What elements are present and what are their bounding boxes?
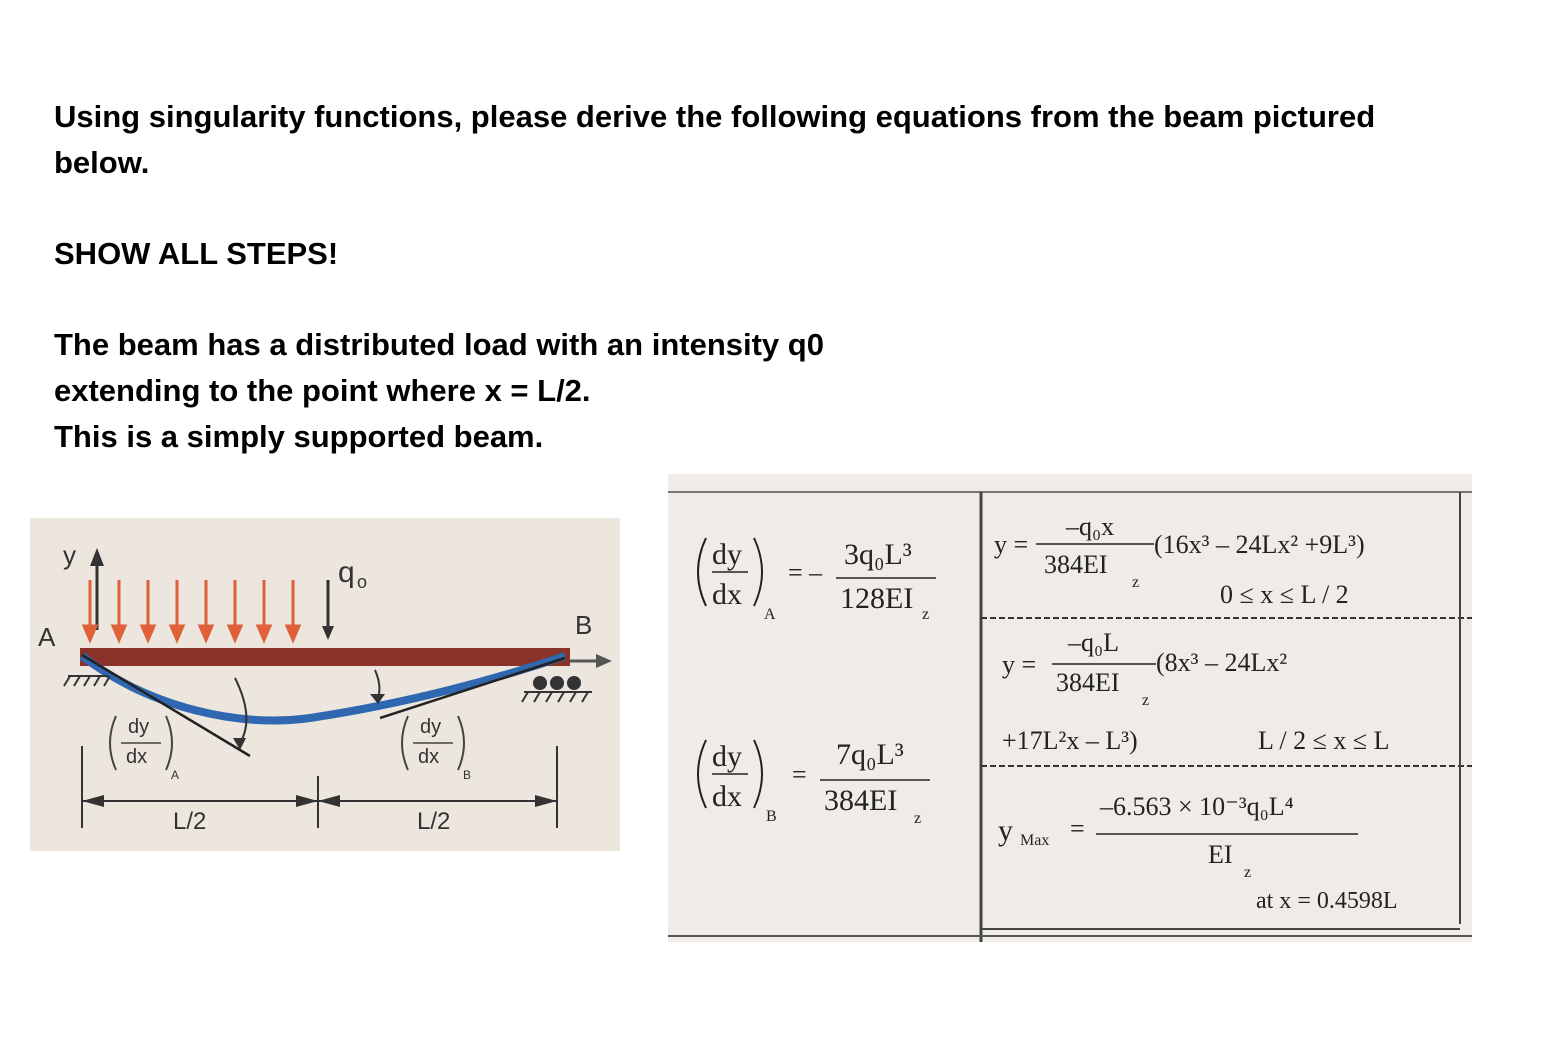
max-den-sub: z (1244, 864, 1252, 881)
beam-member (80, 648, 570, 666)
slope-b-rhs-num: 7q₀L³ (836, 738, 904, 771)
beam-description-line: The beam has a distributed load with an intensity q0 (54, 327, 824, 362)
point-a-label: A (38, 622, 56, 652)
deflection-1-num: –q₀x (1066, 512, 1115, 541)
slope-b-sign: = (792, 760, 807, 789)
prompt-intro: Using singularity functions, please derive the following equations from the beam pictured below. (54, 99, 1376, 180)
slope-a-num: dy (712, 538, 742, 571)
slope-b-rhs-den: 384EI (824, 784, 898, 817)
load-subscript: o (357, 572, 368, 592)
deflection-2-range: L / 2 ≤ x ≤ L (1258, 726, 1390, 755)
distributed-load-arrows (84, 580, 299, 640)
deflection-2-num: –q₀L (1068, 628, 1119, 657)
slope-b-sub: B (463, 768, 472, 782)
max-den: EI (1208, 840, 1233, 869)
deflection-2-den-sub: z (1142, 692, 1150, 709)
slope-b-num: dy (420, 716, 442, 738)
deflection-1-range: 0 ≤ x ≤ L / 2 (1220, 580, 1349, 609)
beam-description-line: extending to the point where x = L/2. (54, 373, 591, 408)
deflection-2-poly: (8x³ – 24Lx² (1156, 648, 1288, 677)
equation-table (668, 474, 1472, 942)
deflection-2-lhs: y = (1002, 650, 1037, 679)
beam-description-line: This is a simply supported beam. (54, 419, 544, 454)
max-lhs-sub: Max (1020, 832, 1050, 849)
slope-a-den: dx (126, 746, 148, 768)
slope-a-sign: = – (788, 558, 823, 587)
slope-a-rhs-den: 128EI (840, 582, 914, 615)
y-axis-label: y (63, 540, 76, 570)
prompt-beam-description (54, 322, 824, 460)
prompt-emphasis: SHOW ALL STEPS! (54, 236, 339, 271)
max-num: –6.563 × 10⁻³q₀L⁴ (1100, 792, 1294, 821)
dim-right-label: L/2 (417, 808, 451, 835)
point-b-label: B (575, 610, 593, 640)
deflection-1-den-sub: z (1132, 574, 1140, 591)
load-label: q (338, 556, 355, 589)
slope-a-sub: A (764, 606, 776, 623)
deflection-1-poly: (16x³ – 24Lx² +9L³) (1154, 530, 1365, 559)
deflection-2-den: 384EI (1056, 668, 1120, 697)
slope-b-den: dx (418, 746, 440, 768)
slope-b-num: dy (712, 740, 742, 773)
slope-b-sub: B (766, 808, 777, 825)
slope-b-rhs-den-sub: z (914, 810, 922, 827)
slope-b-den: dx (712, 780, 742, 813)
dim-left-label: L/2 (173, 808, 207, 835)
slope-a-rhs-den-sub: z (922, 606, 930, 623)
deflection-1-den: 384EI (1044, 550, 1108, 579)
max-sign: = (1070, 814, 1085, 843)
slope-a-rhs-num: 3q₀L³ (844, 538, 912, 571)
max-lhs: y (998, 814, 1013, 847)
slope-a-num: dy (128, 716, 150, 738)
deflection-1-lhs: y = (994, 530, 1029, 559)
max-location: at x = 0.4598L (1256, 888, 1398, 914)
beam-figure (30, 518, 620, 851)
slope-a-sub: A (171, 768, 180, 782)
slope-a-den: dx (712, 578, 742, 611)
deflection-2-poly-cont: +17L²x – L³) (1002, 726, 1138, 755)
beam-drawing (30, 518, 620, 851)
